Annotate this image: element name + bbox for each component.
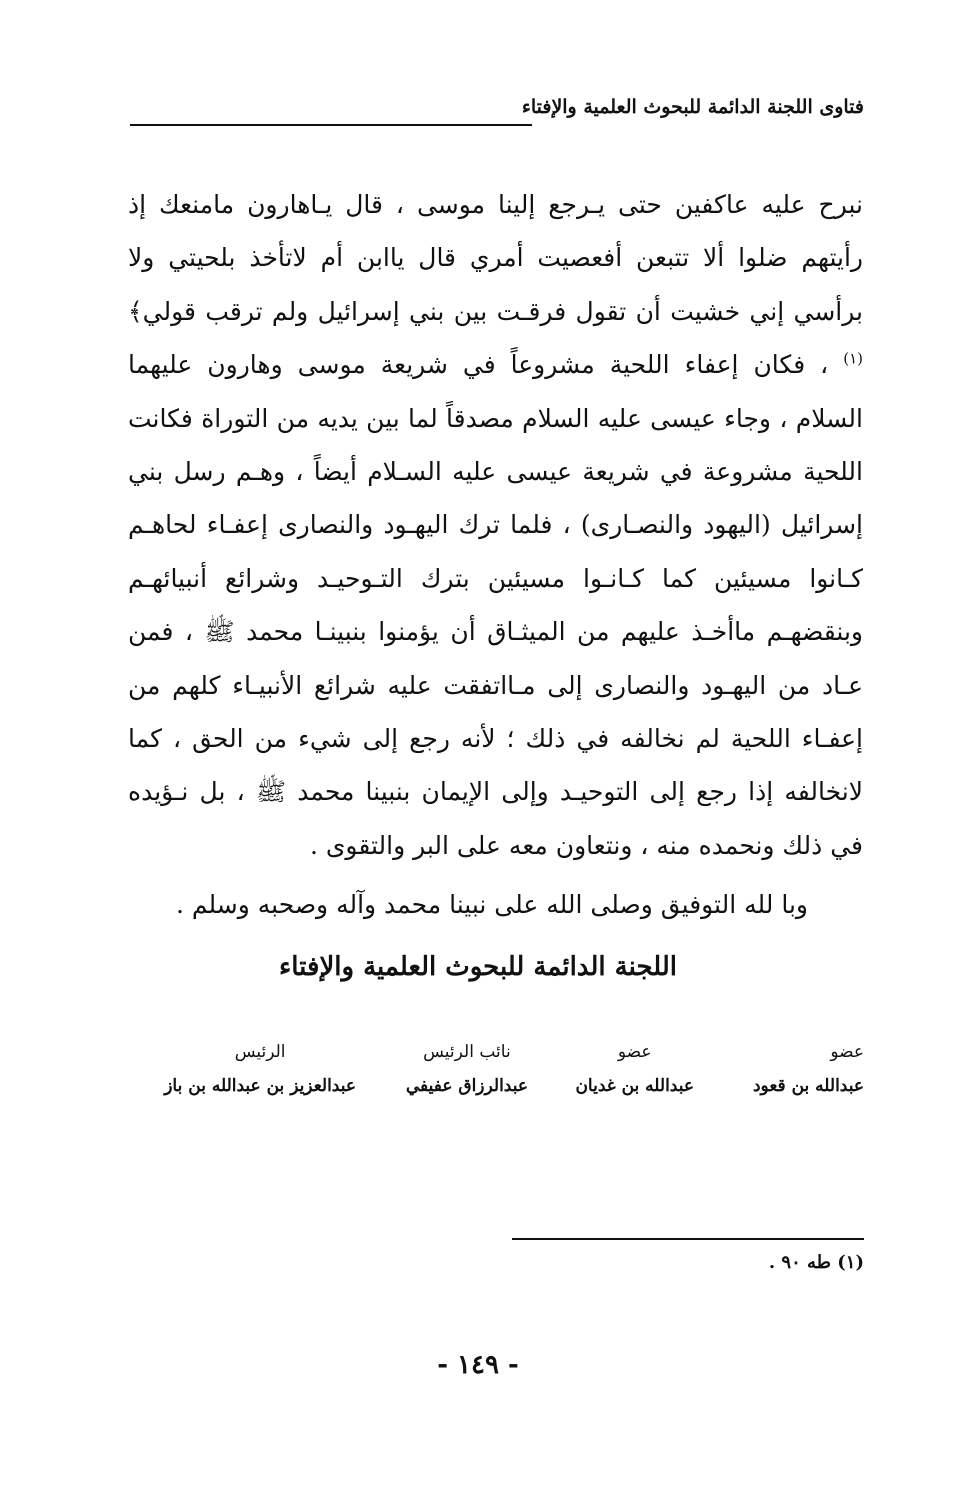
signatory-vice-president <box>406 1040 528 1098</box>
signatory-name: عبدالله بن غديان <box>575 1076 694 1096</box>
header-rule <box>130 124 532 126</box>
committee-name: اللجنة الدائمة للبحوث العلمية والإفتاء <box>279 952 677 982</box>
footnote: (١) طه ٩٠ . <box>768 1252 864 1273</box>
signatory-member-2 <box>575 1040 694 1098</box>
signatory-member-1 <box>753 1040 864 1098</box>
signatory-name: عبدالرزاق عفيفي <box>405 1076 528 1096</box>
signatory-role: نائب الرئيس <box>423 1042 511 1062</box>
footnote-marker: (١) <box>843 349 863 368</box>
signatory-role: عضو <box>830 1042 864 1062</box>
body-text-part2: ، فكان إعفاء اللحية مشروعاً في شريعة موسى وهارون عليهما السلام ، وجاء عيسى عليه السلام مصدقاً لما بين يديه من التوراة فكانت اللحية مشروعة في شريعة عيسى عليه السـلام أيضاً ، وهـم رسل بني إسرائيل (اليهود والنصـارى) ، فلما ترك اليهـود والنصارى إعفـاء لحاهـم كـانوا مسيئين كما كـانـوا مسيئين بترك التـوحيـد وشرائع أنبيائهـم وبنقضهـم ماأخـذ عليهم من الميثـاق أن يؤمنوا بنبينـا محمد ﷺ ، فمن عـاد من اليهـود والنصارى إلى مـااتفقت عليه شرائع الأنبيـاء كلهم من إعفـاء اللحية لم نخالفه في ذلك ؛ لأنه رجع إلى شيء من الحق ، كما لانخالفه إذا رجع إلى التوحيـد وإلى الإيمان بنبينا محمد ﷺ ، بل نـؤيده في ذلك ونحمده منه ، ونتعاون معه على البر والتقوى . <box>128 350 863 860</box>
closing-line: وبا لله التوفيق وصلى الله على نبينا محمد وآله وصحبه وسلم . <box>175 890 808 919</box>
signatory-role: الرئيس <box>234 1042 286 1062</box>
signatory-name: عبدالله بن قعود <box>752 1076 864 1096</box>
running-header-title: فتاوى اللجنة الدائمة للبحوث العلمية والإفتاء <box>521 96 864 118</box>
footnote-rule <box>512 1238 864 1240</box>
signatory-role: عضو <box>617 1042 652 1062</box>
body-paragraph <box>128 178 863 872</box>
signatory-president <box>164 1040 356 1098</box>
body-text-part1: نبرح عليه عاكفين حتى يـرجع إلينا موسى ، قال يـاهارون مامنعك إذ رأيتهم ضلوا ألا تتبعن أفعصيت أمري قال ياابن أم لاتأخذ بلحيتي ولا برأسي إني خشيت أن تقول فرقـت بين بني إسرائيل ولم ترقب قولي﴾ <box>128 190 863 326</box>
signatory-name: عبدالعزيز بن عبدالله بن باز <box>164 1076 356 1096</box>
page-number: - ١٤٩ - <box>437 1350 519 1380</box>
